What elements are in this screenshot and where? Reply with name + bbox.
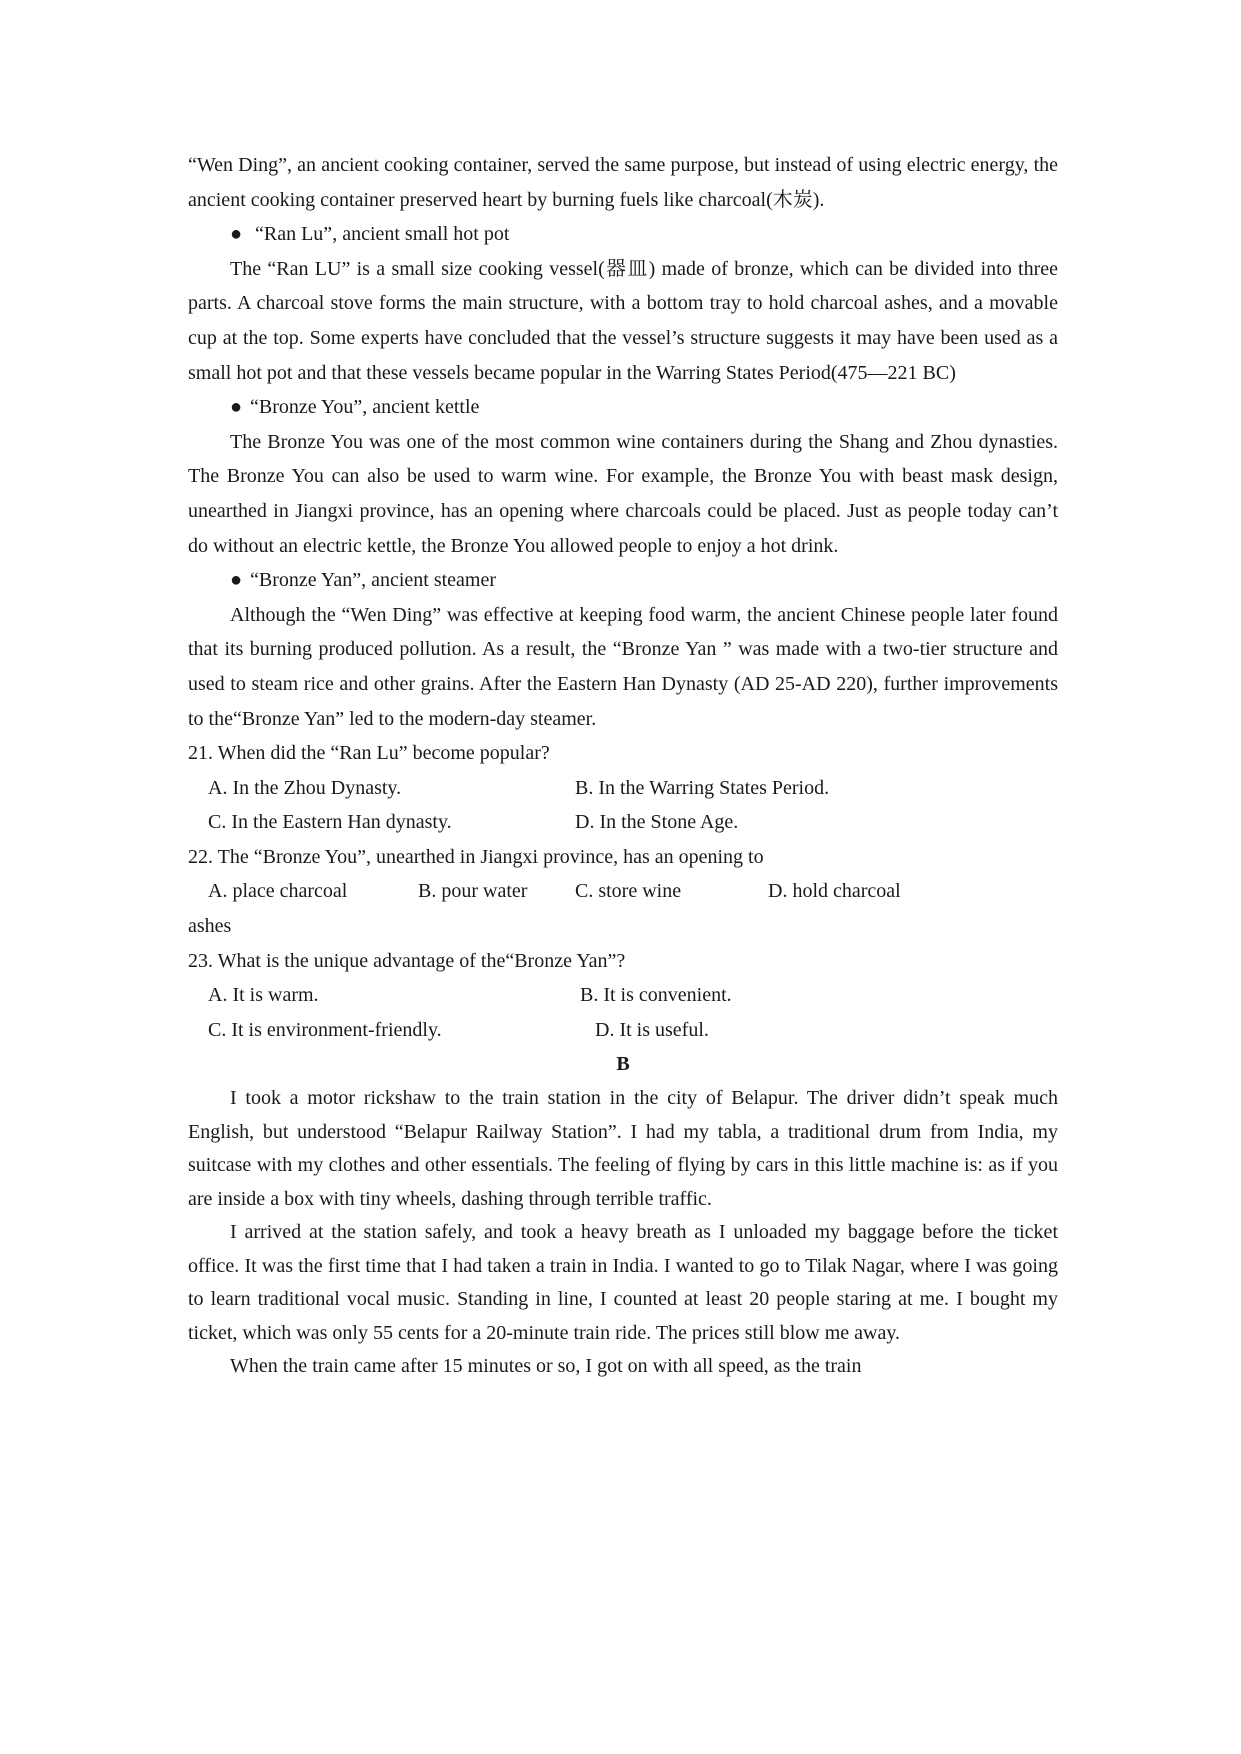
item-heading-text: “Bronze Yan”, ancient steamer bbox=[250, 569, 497, 592]
bullet-icon: ● bbox=[230, 569, 243, 592]
option-b: B. In the Warring States Period. bbox=[575, 776, 830, 799]
intro-paragraph: “Wen Ding”, an ancient cooking container, served the same purpose, but instead of using electric energy, the ancient cooking container preserved heart by burning fuels like charcoal(木炭). bbox=[188, 154, 1058, 211]
paragraph-bronze-yan: Although the “Wen Ding” was effective at keeping food warm, the ancient Chinese people later found that its burning produced pollution. As a result, the “Bronze Yan ” was made with a two-tier structure and used to steam rice and other grains. After the Eastern Han Dynasty (AD 25-AD 220), further improvements to the“Bronze Yan” led to the modern-day steamer. bbox=[188, 603, 1058, 730]
question-23-options-row-2 bbox=[188, 1013, 1058, 1048]
option-a: A. In the Zhou Dynasty. bbox=[208, 776, 402, 799]
item-heading-bronze-you bbox=[188, 390, 1058, 425]
item-heading-ran-lu bbox=[188, 217, 1058, 252]
section-b-paragraph-1: I took a motor rickshaw to the train station in the city of Belapur. The driver didn’t speak much English, but understood “Belapur Railway Station”. I had my tabla, a traditional drum from India, my suitcase with my clothes and other essentials. The feeling of flying by cars in this little machine is: as if you are inside a box with tiny wheels, dashing through terrible traffic. bbox=[188, 1087, 1058, 1210]
question-22-option-d-continued: ashes bbox=[188, 915, 232, 938]
paragraph-ran-lu: The “Ran LU” is a small size cooking vessel(器皿) made of bronze, which can be divided into three parts. A charcoal stove forms the main structure, with a bottom tray to hold charcoal ashes, and a movable cup at the top. Some experts have concluded that the vessel’s structure suggests it may have been used as a small hot pot and that these vessels became popular in the Warring States Period(475—221 BC) bbox=[188, 257, 1058, 384]
question-21-options-row-1 bbox=[188, 771, 1058, 806]
item-heading-bronze-yan bbox=[188, 563, 1058, 598]
option-a: A. It is warm. bbox=[208, 984, 319, 1007]
section-b-paragraph-2: I arrived at the station safely, and took a heavy breath as I unloaded my baggage before the ticket office. It was the first time that I had taken a train in India. I wanted to go to Tilak Nagar, where I was going to learn traditional vocal music. Standing in line, I counted at least 20 people staring at me. I bought my ticket, which was only 55 cents for a 20-minute train ride. The prices still blow me away. bbox=[188, 1221, 1058, 1344]
paragraph-bronze-you: The Bronze You was one of the most common wine containers during the Shang and Zhou dynasties. The Bronze You can also be used to warm wine. For example, the Bronze You with beast mask design, unearthed in Jiangxi province, has an opening where charcoals could be placed. Just as people today can’t do without an electric kettle, the Bronze You allowed people to enjoy a hot drink. bbox=[188, 430, 1058, 557]
section-b-paragraph-3: When the train came after 15 minutes or so, I got on with all speed, as the train bbox=[230, 1355, 862, 1378]
option-d: D. In the Stone Age. bbox=[575, 811, 739, 834]
option-d: D. hold charcoal bbox=[768, 880, 901, 903]
section-b-heading: B bbox=[616, 1053, 630, 1076]
question-23-stem: 23. What is the unique advantage of the“Bronze Yan”? bbox=[188, 949, 626, 972]
option-b: B. It is convenient. bbox=[580, 984, 732, 1007]
bullet-icon: ● bbox=[230, 396, 243, 419]
option-b: B. pour water bbox=[418, 880, 528, 903]
option-d: D. It is useful. bbox=[595, 1018, 709, 1041]
question-22-stem: 22. The “Bronze You”, unearthed in Jiangxi province, has an opening to bbox=[188, 845, 764, 868]
bullet-icon: ● bbox=[230, 223, 243, 246]
option-a: A. place charcoal bbox=[208, 880, 348, 903]
option-c: C. In the Eastern Han dynasty. bbox=[208, 811, 452, 834]
document-page bbox=[188, 148, 1058, 1384]
option-c: C. It is environment-friendly. bbox=[208, 1018, 442, 1041]
item-heading-text: “Ran Lu”, ancient small hot pot bbox=[255, 223, 510, 246]
option-c: C. store wine bbox=[575, 880, 682, 903]
question-21-stem: 21. When did the “Ran Lu” become popular? bbox=[188, 742, 550, 765]
question-21-options-row-2 bbox=[188, 805, 1058, 840]
question-22-options bbox=[188, 874, 1058, 909]
question-23-options-row-1 bbox=[188, 978, 1058, 1013]
item-heading-text: “Bronze You”, ancient kettle bbox=[250, 396, 480, 419]
